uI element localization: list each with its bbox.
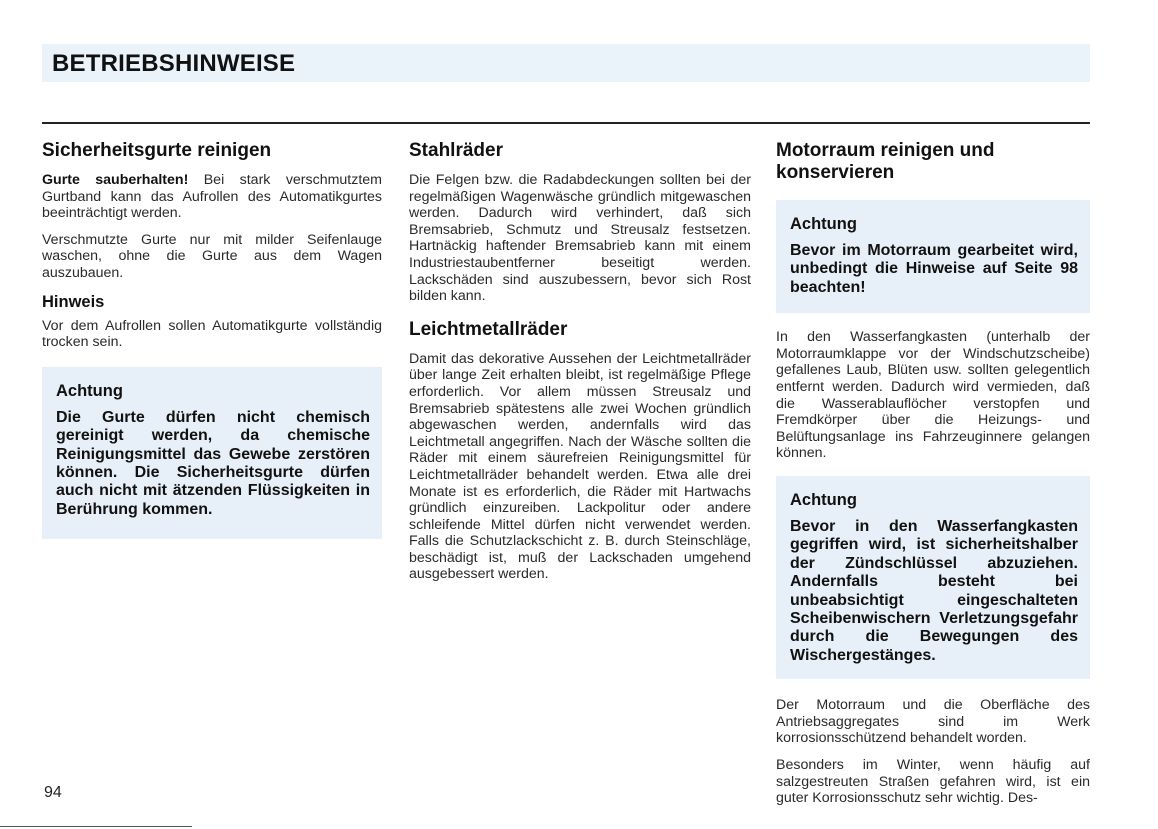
engine-bay-warning-box-2 — [776, 476, 1090, 679]
steel-wheels-heading: Stahlräder — [409, 140, 503, 161]
seatbelts-p1-text: Bei stark verschmutztem Gurtband kann das Aufrollen des Automatikgurtes beeinträchtigt werden. — [42, 172, 382, 222]
hint-text: Vor dem Aufrollen sollen Automatikgurte vollständig trocken sein. — [42, 317, 382, 351]
column-engine-bay — [776, 140, 1090, 817]
footer-rule — [0, 826, 192, 827]
seatbelts-paragraph-2: Verschmutzte Gurte nur mit milder Seifenlauge waschen, ohne die Gurte aus dem Wagen auszubauen. — [42, 231, 382, 281]
column-wheels — [409, 140, 751, 593]
alloy-wheels-text: Damit das dekorative Aussehen der Leichtmetallräder über lange Zeit erhalten bleibt, ist regelmäßige Pflege erforderlich. Vor allem müssen Streusalz und Bremsabrieb spätestens alle zwei Wochen gründlich abgewaschen werden, andernfalls wird das Leichtmetall angegriffen. Nach der Wäsche sollten die Räder mit einem säurefreien Reinigungsmittel für Leichtmetallräder behandelt werden. Etwa alle drei Monate ist es erforderlich, die Räder mit Hartwachs gründlich einzureiben. Lackpolitur oder andere schleifende Mittel dürfen nicht verwendet werden. Falls die Schutzlackschicht z. B. durch Steinschläge, beschädigt ist, muß der Lackschaden umgehend ausgebessert werden. — [409, 350, 751, 583]
seatbelts-lead: Gurte sauberhalten! — [42, 172, 189, 188]
engine-bay-warning-1-text: Bevor im Motorraum gearbeitet wird, unbedingt die Hinweise auf Seite 98 beachten! — [790, 242, 1078, 296]
alloy-wheels-heading: Leichtmetallräder — [409, 318, 568, 340]
steel-wheels-text: Die Felgen bzw. die Radabdeckungen sollten bei der regelmäßigen Wagenwäsche gründlich mitgewaschen werden. Dadurch wird verhindert, daß sich Bremsabrieb, Schmutz und Streusalz festsetzen. Hartnäckig haftender Bremsabrieb kann mit einem Industriestaubentferner beseitigt werden. Lackschäden sind auszubessern, bevor sich Rost bilden kann. — [409, 172, 751, 305]
engine-bay-warning-2-text: Bevor in den Wasserfangkasten gegriffen wird, ist sicherheitshalber der Zündschlüssel abzuziehen. Andernfalls besteht bei unbeabsichtigt eingeschalteten Scheibenwischern Verletzungsgefahr durch die Bewegungen des Wischergestänges. — [790, 517, 1078, 664]
seatbelts-warning-text: Die Gurte dürfen nicht chemisch gereinigt werden, da chemische Reinigungsmittel das Gewebe zerstören können. Die Sicherheitsgurte dürfen auch nicht mit ätzenden Flüssigkeiten in Berührung kommen. — [56, 408, 370, 518]
section-header-band — [42, 44, 1090, 82]
column-seatbelts — [42, 140, 382, 551]
seatbelts-heading: Sicherheitsgurte reinigen — [42, 140, 272, 161]
seatbelts-warning-box — [42, 367, 382, 539]
engine-bay-warning-box-1 — [776, 200, 1090, 313]
seatbelts-paragraph-1 — [42, 172, 382, 222]
engine-bay-warning-1-title: Achtung — [790, 215, 857, 233]
engine-bay-paragraph-2: Der Motorraum und die Oberfläche des Antriebsaggregates sind im Werk korrosionsschützend behandelt worden. — [776, 697, 1090, 747]
engine-bay-heading: Motorraum reinigen und konservieren — [776, 140, 995, 183]
seatbelts-warning-title: Achtung — [56, 381, 123, 400]
page-number: 94 — [44, 784, 62, 801]
water-box-paragraph: In den Wasserfangkasten (unterhalb der Motorraumklappe vor der Windschutzscheibe) gefallenes Laub, Blüten usw. sollten gelegentlich entfernt werden. Dadurch wird vermieden, daß die Wasserablauflöcher verstopfen und Fremdkörper über die Heizungs- und Belüftungsanlage ins Fahrzeuginnere gelangen können. — [776, 329, 1090, 462]
section-title: BETRIEBSHINWEISE — [52, 50, 296, 77]
hint-heading: Hinweis — [42, 292, 105, 311]
engine-bay-paragraph-3: Besonders im Winter, wenn häufig auf salzgestreuten Straßen gefahren wird, ist ein guter Korrosionsschutz sehr wichtig. Des- — [776, 757, 1090, 807]
engine-bay-warning-2-title: Achtung — [790, 490, 857, 509]
header-rule — [42, 122, 1090, 124]
